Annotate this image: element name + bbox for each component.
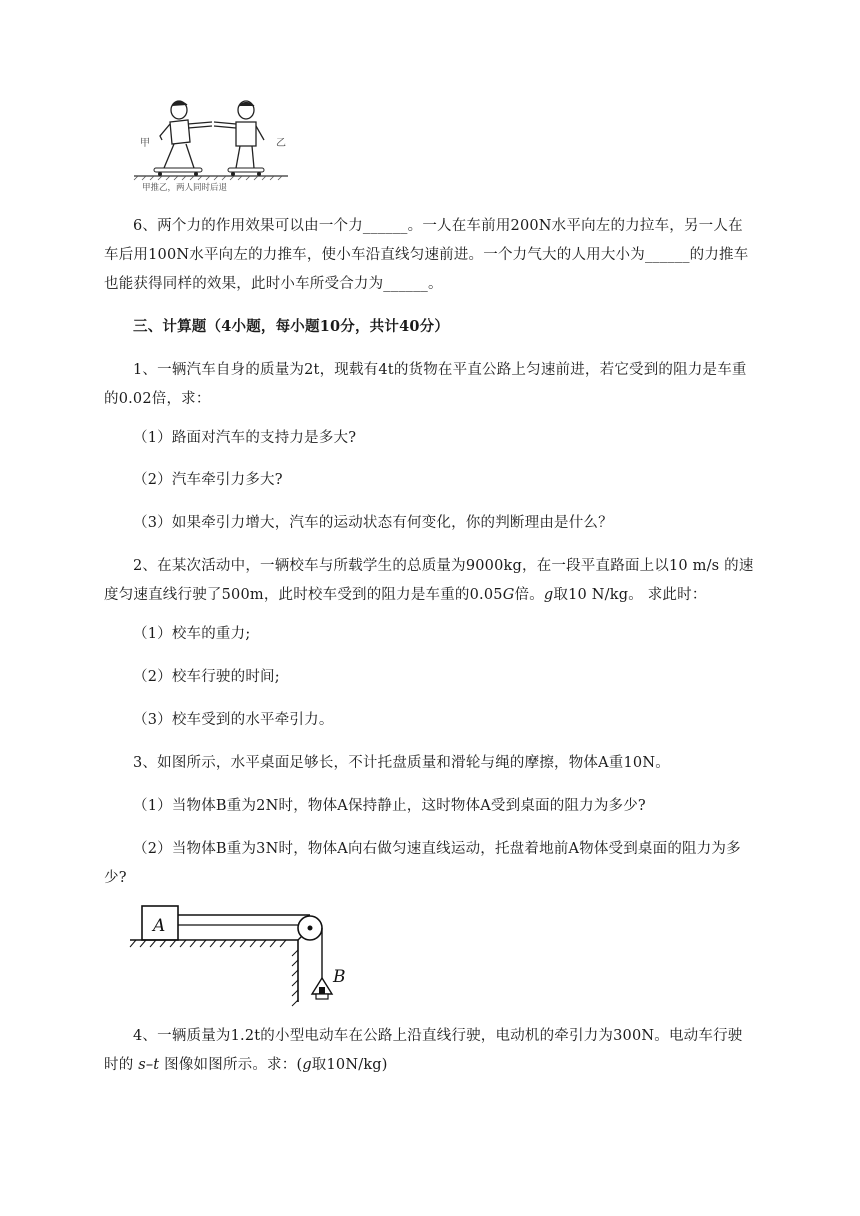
- figure-label-jia: 甲: [140, 138, 150, 149]
- problem1-sub1: （1）路面对汽车的支持力是多大?: [133, 430, 357, 446]
- section3-heading: 三、计算题（4小题，每小题10分，共计40分）: [133, 318, 450, 335]
- problem2-stem: 2、在某次活动中，一辆校车与所载学生的总质量为9000kg，在一段平直路面上以10 m/s 的速度匀速直线行驶了500m，此时校车受到的阻力是车重的0.05G倍。g取10 N/kg。 求此时：: [104, 558, 754, 603]
- symbol-G: G: [502, 587, 515, 603]
- person-jia: [160, 101, 212, 168]
- q6-text: 6、两个力的作用效果可以由一个力______。一人在车前用200N水平向左的力拉车，另一人在车后用100N水平向左的力推车，使小车沿直线匀速前进。一个力气大的人用大小为______的力推车也能获得同样的效果，此时小车所受合力为______。: [104, 218, 749, 292]
- symbol-st: s–t: [138, 1057, 160, 1073]
- problem1-sub2: （2）汽车牵引力多大?: [133, 472, 283, 488]
- symbol-g2: g: [302, 1057, 312, 1073]
- problem3-sub1: （1）当物体B重为2N时，物体A保持静止，这时物体A受到桌面的阻力为多少?: [133, 798, 646, 814]
- problem4-stem: 4、一辆质量为1.2t的小型电动车在公路上沿直线行驶，电动机的牵引力为300N。电动车行驶时的 s–t 图像如图所示。求：(g取10N/kg): [104, 1028, 743, 1073]
- pan-label-B: B: [333, 967, 346, 987]
- figure-label-yi: 乙: [276, 138, 286, 149]
- problem2-sub3: （3）校车受到的水平牵引力。: [133, 712, 334, 728]
- figure-caption: 甲推乙，两人同时后退: [142, 183, 228, 192]
- problem1-sub3: （3）如果牵引力增大，汽车的运动状态有何变化，你的判断理由是什么？: [133, 515, 613, 531]
- person-yi: [214, 101, 264, 168]
- problem2-sub2: （2）校车行驶的时间;: [133, 669, 280, 685]
- pulley-figure: [128, 898, 358, 1008]
- symbol-g: g: [543, 587, 554, 603]
- problem1-stem: 1、一辆汽车自身的质量为2t，现载有4t的货物在平直公路上匀速前进，若它受到的阻力是车重的0.02倍，求：: [104, 362, 747, 407]
- problem2-sub1: （1）校车的重力;: [133, 626, 251, 642]
- push-figure: [132, 96, 292, 192]
- block-label-A: A: [153, 916, 166, 936]
- problem3-sub2: （2）当物体B重为3N时，物体A向右做匀速直线运动，托盘着地前A物体受到桌面的阻力为多少?: [104, 841, 741, 886]
- problem3-stem: 3、如图所示，水平桌面足够长，不计托盘质量和滑轮与绳的摩擦，物体A重10N。: [133, 755, 670, 771]
